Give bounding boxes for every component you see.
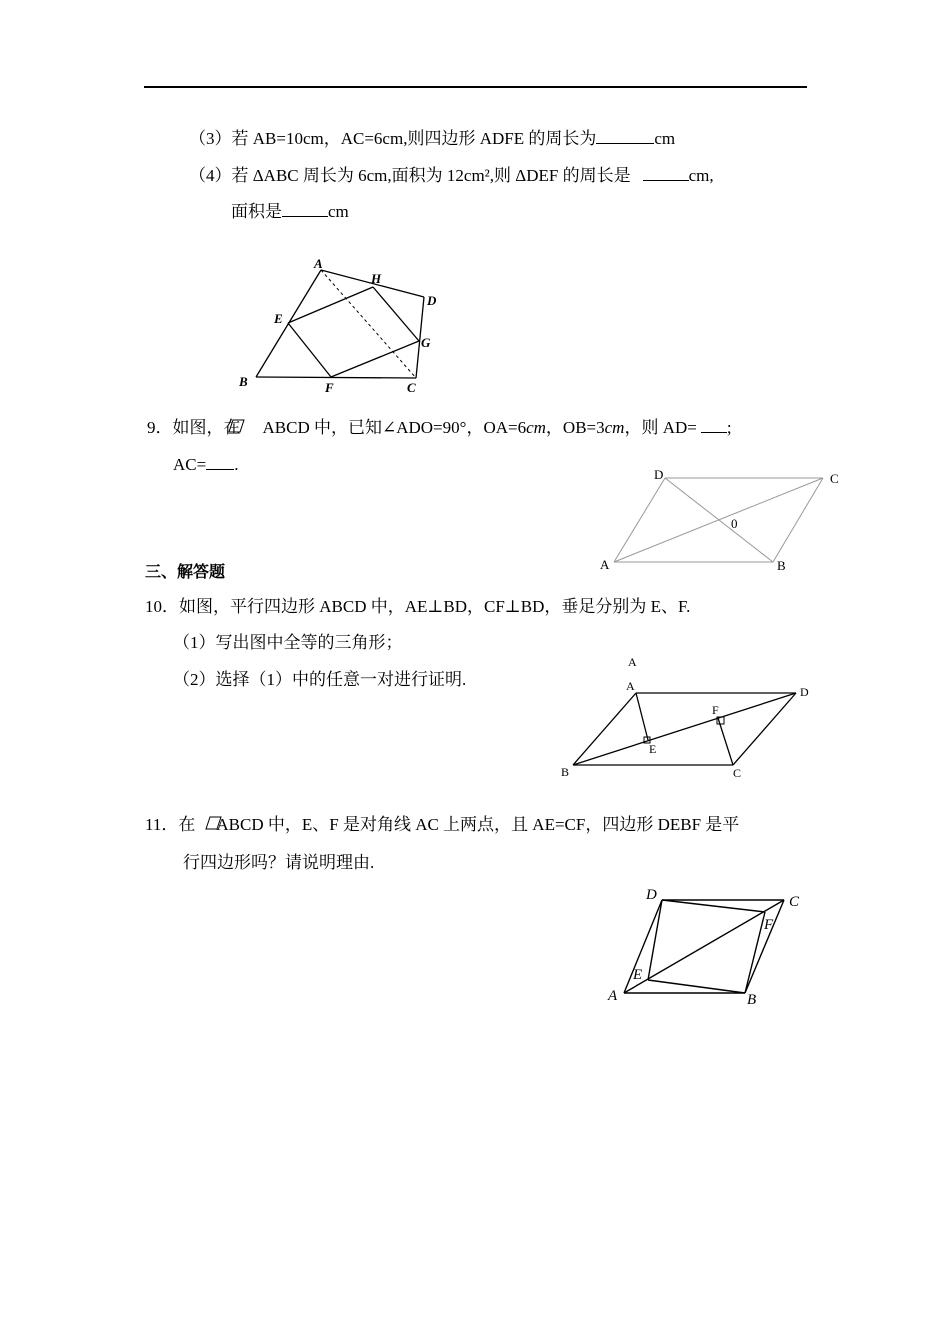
q11-edge-EB (648, 980, 745, 993)
q9-diagonal-DB (665, 478, 773, 562)
q8-label-D: D (427, 293, 437, 308)
q8-edge-BC (256, 377, 416, 378)
q11-prefix: 11．在 (145, 815, 196, 834)
q8-label-F: F (325, 380, 334, 395)
q10-part2: （2）选择（1）中的任意一对进行证明. (173, 670, 467, 689)
q10-label-C: C (733, 766, 742, 780)
q10-label-A: A (626, 679, 635, 693)
q10-label-A-top: A (628, 655, 637, 669)
q9-line2-end: . (234, 455, 239, 474)
q9-label-B: B (777, 558, 786, 573)
q11-label-A: A (608, 988, 618, 1004)
q9-edge-CB (773, 478, 823, 562)
q11-edge-DE (648, 900, 662, 980)
q11-stem-text: ABCD 中，E、F 是对角线 AC 上两点，且 AE=CF，四边形 DEBF 是平 (216, 815, 740, 834)
q9-stem (147, 416, 732, 439)
q10-label-E: E (649, 742, 657, 756)
q8-label-C: C (407, 380, 416, 395)
q8-part3-text: （3）若 AB=10cm，AC=6cm,则四边形 ADFE 的周长为 (189, 129, 597, 148)
q11-line2: 行四边形吗？请说明理由. (183, 853, 375, 872)
q11-label-C: C (789, 894, 800, 910)
section3-title: 三、解答题 (145, 562, 226, 581)
q8-label-A: A (314, 256, 323, 271)
q9-line2 (173, 453, 238, 476)
q8-label-B: B (239, 374, 248, 389)
q9-tail: ，则 AD= (624, 418, 697, 437)
q8-edge-FG (331, 341, 419, 377)
q10-segment-CF (718, 718, 733, 765)
q10-label-D: D (800, 685, 809, 699)
q10-label-B: B (561, 765, 570, 779)
q10-stem: 10．如图，平行四边形 ABCD 中，AE⊥BD，CF⊥BD，垂足分别为 E、F. (145, 597, 691, 616)
q8-edge-EF (288, 323, 331, 377)
q9-stem-text: ABCD 中，已知∠ADO=90°，OA=6 (262, 418, 527, 437)
q9-label-A: A (600, 557, 610, 572)
q11-edge-DF (662, 900, 765, 912)
q10-diagonal-BD (573, 693, 796, 765)
q9-prefix: 9．如图，在 (147, 418, 241, 437)
q11-label-D: D (646, 887, 657, 903)
q9-mid: ，OB=3 (545, 418, 605, 437)
q8-part4-unit: cm, (688, 166, 714, 185)
q9-label-C: C (830, 471, 839, 486)
q8-part4-area-unit: cm (328, 202, 349, 221)
q8-part3-unit: cm (654, 129, 676, 148)
q9-AD-blank[interactable] (701, 416, 727, 433)
q9-AC-label: AC= (173, 455, 207, 474)
q8-part4-area-text: 面积是 (231, 202, 282, 221)
q11-label-E: E (633, 967, 643, 983)
q8-part4-text: （4）若 ΔABC 周长为 6cm,面积为 12cm²,则 ΔDEF 的周长是 (189, 166, 631, 185)
q9-unit2: cm (604, 418, 625, 437)
q9-tail-end: ; (726, 418, 732, 437)
q9-edge-DA (614, 478, 665, 562)
q10-segment-AE (636, 693, 648, 740)
q10-part1: （1）写出图中全等的三角形； (173, 633, 403, 652)
q9-AC-blank[interactable] (206, 453, 234, 470)
q8-label-E: E (274, 311, 283, 326)
q10-label-F: F (712, 703, 719, 717)
q11-stem (145, 814, 739, 836)
q9-label-D: D (654, 467, 664, 482)
q8-edge-HG (373, 287, 419, 341)
q11-edge-DA (624, 900, 662, 993)
q9-label-O: 0 (731, 516, 738, 531)
q8-label-H: H (371, 271, 382, 286)
q8-label-G: G (421, 335, 431, 350)
q8-edge-EH (288, 287, 373, 323)
q11-label-F: F (764, 917, 774, 933)
q9-unit1: cm (526, 418, 546, 437)
q11-label-B: B (747, 992, 757, 1008)
